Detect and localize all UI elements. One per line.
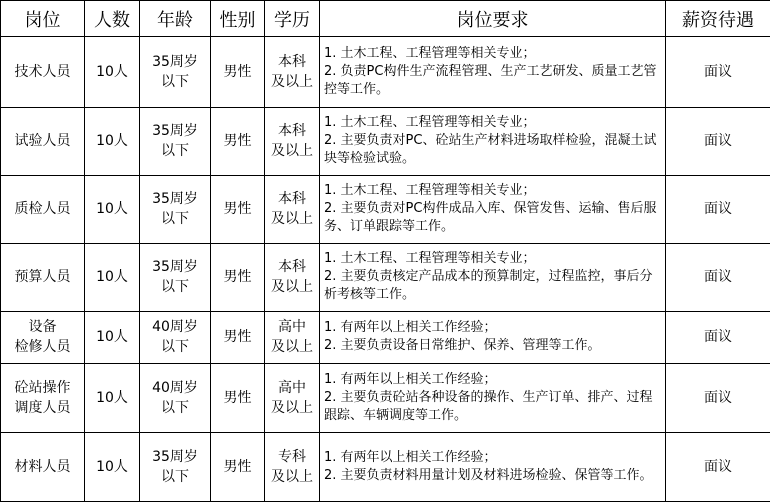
requirements-text: 1. 土木工程、工程管理等相关专业； 2. 负责PC构件生产流程管理、生产工艺研发、质量工艺管控等工作。: [324, 45, 657, 97]
cell-age-line2: 以下: [161, 73, 189, 90]
cell-salary: 面议: [666, 243, 770, 311]
cell-salary: 面议: [666, 175, 770, 243]
cell-count: 10人: [85, 243, 140, 311]
cell-salary: 面议: [666, 364, 770, 433]
cell-count: 10人: [85, 311, 140, 363]
cell-age: [140, 433, 211, 502]
cell-edu-line2: 及以上: [271, 211, 313, 228]
cell-education: [265, 107, 320, 175]
cell-age-line1: 35周岁: [152, 123, 198, 140]
cell-age-line1: 40周岁: [152, 380, 198, 397]
table-row: [1, 243, 770, 311]
requirements-text: 1. 土木工程、工程管理等相关专业； 2. 主要负责对PC构件成品入库、保管发售、运输、售后服务、订单跟踪等工作。: [324, 183, 657, 235]
cell-age: [140, 311, 211, 363]
cell-education: [265, 175, 320, 243]
cell-requirements: [320, 175, 666, 243]
cell-position: [1, 364, 85, 433]
cell-edu-line1: 高中: [278, 319, 306, 336]
cell-education: [265, 311, 320, 363]
header-gender: 性别: [211, 1, 265, 37]
cell-edu-line1: 本科: [278, 259, 306, 276]
cell-age-line2: 以下: [161, 469, 189, 486]
cell-count: 10人: [85, 364, 140, 433]
cell-age-line2: 以下: [161, 279, 189, 296]
cell-gender: 男性: [211, 243, 265, 311]
cell-age-line1: 35周岁: [152, 53, 198, 70]
cell-age-line2: 以下: [161, 211, 189, 228]
cell-position: 质检人员: [1, 175, 85, 243]
table-row: [1, 433, 770, 502]
cell-edu-line2: 及以上: [271, 143, 313, 160]
cell-position: [1, 311, 85, 363]
header-requirements: 岗位要求: [320, 1, 666, 37]
table-row: [1, 37, 770, 108]
cell-position-line1: 砼站操作: [14, 380, 71, 397]
requirements-text: 1. 有两年以上相关工作经验； 2. 主要负责材料用量计划及材料进场检验、保管等工作。: [324, 450, 653, 484]
cell-position: 技术人员: [1, 37, 85, 108]
cell-edu-line2: 及以上: [271, 469, 313, 486]
requirements-text: 1. 有两年以上相关工作经验； 2. 主要负责设备日常维护、保养、管理等工作。: [324, 320, 601, 354]
cell-position: 材料人员: [1, 433, 85, 502]
cell-gender: 男性: [211, 107, 265, 175]
cell-position-line1: 设备: [28, 319, 57, 336]
cell-edu-line2: 及以上: [271, 339, 313, 356]
cell-requirements: [320, 311, 666, 363]
cell-count: 10人: [85, 37, 140, 108]
cell-count: 10人: [85, 175, 140, 243]
cell-position-line2: 检修人员: [14, 339, 71, 356]
cell-edu-line1: 本科: [278, 191, 306, 208]
cell-salary: 面议: [666, 311, 770, 363]
cell-age-line2: 以下: [161, 400, 189, 417]
cell-requirements: [320, 37, 666, 108]
cell-age-line2: 以下: [161, 143, 189, 160]
cell-salary: 面议: [666, 433, 770, 502]
cell-edu-line1: 专科: [278, 449, 306, 466]
cell-gender: 男性: [211, 364, 265, 433]
cell-gender: 男性: [211, 311, 265, 363]
cell-edu-line2: 及以上: [271, 400, 313, 417]
cell-education: [265, 37, 320, 108]
cell-gender: 男性: [211, 433, 265, 502]
requirements-text: 1. 土木工程、工程管理等相关专业； 2. 主要负责核定产品成本的预算制定，过程监控，事后分析考核等工作。: [324, 251, 653, 303]
cell-position: 预算人员: [1, 243, 85, 311]
cell-education: [265, 433, 320, 502]
header-position: 岗位: [1, 1, 85, 37]
table-row: [1, 364, 770, 433]
cell-age-line1: 40周岁: [152, 319, 198, 336]
table-row: [1, 175, 770, 243]
cell-position: 试验人员: [1, 107, 85, 175]
cell-edu-line1: 高中: [278, 380, 306, 397]
cell-edu-line2: 及以上: [271, 73, 313, 90]
cell-age-line1: 35周岁: [152, 449, 198, 466]
cell-requirements: [320, 364, 666, 433]
cell-education: [265, 243, 320, 311]
cell-age-line2: 以下: [161, 339, 189, 356]
header-count: 人数: [85, 1, 140, 37]
requirements-text: 1. 有两年以上相关工作经验； 2. 主要负责砼站各种设备的操作、生产订单、排产、过程跟踪、车辆调度等工作。: [324, 372, 653, 424]
cell-age-line1: 35周岁: [152, 259, 198, 276]
table-header-row: [1, 1, 770, 37]
cell-edu-line1: 本科: [278, 53, 306, 70]
cell-gender: 男性: [211, 37, 265, 108]
cell-count: 10人: [85, 107, 140, 175]
table-row: [1, 311, 770, 363]
header-salary: 薪资待遇: [666, 1, 770, 37]
cell-count: 10人: [85, 433, 140, 502]
header-education: 学历: [265, 1, 320, 37]
cell-requirements: [320, 433, 666, 502]
cell-salary: 面议: [666, 107, 770, 175]
cell-age: [140, 243, 211, 311]
cell-age: [140, 37, 211, 108]
cell-age: [140, 107, 211, 175]
cell-requirements: [320, 243, 666, 311]
cell-age: [140, 175, 211, 243]
cell-position-line2: 调度人员: [14, 400, 71, 417]
table-row: [1, 107, 770, 175]
cell-edu-line1: 本科: [278, 123, 306, 140]
cell-edu-line2: 及以上: [271, 279, 313, 296]
cell-age-line1: 35周岁: [152, 191, 198, 208]
cell-salary: 面议: [666, 37, 770, 108]
cell-requirements: [320, 107, 666, 175]
header-age: 年龄: [140, 1, 211, 37]
cell-age: [140, 364, 211, 433]
requirements-text: 1. 土木工程、工程管理等相关专业； 2. 主要负责对PC、砼站生产材料进场取样检验，混凝土试块等检验试验。: [324, 115, 657, 167]
cell-education: [265, 364, 320, 433]
cell-gender: 男性: [211, 175, 265, 243]
